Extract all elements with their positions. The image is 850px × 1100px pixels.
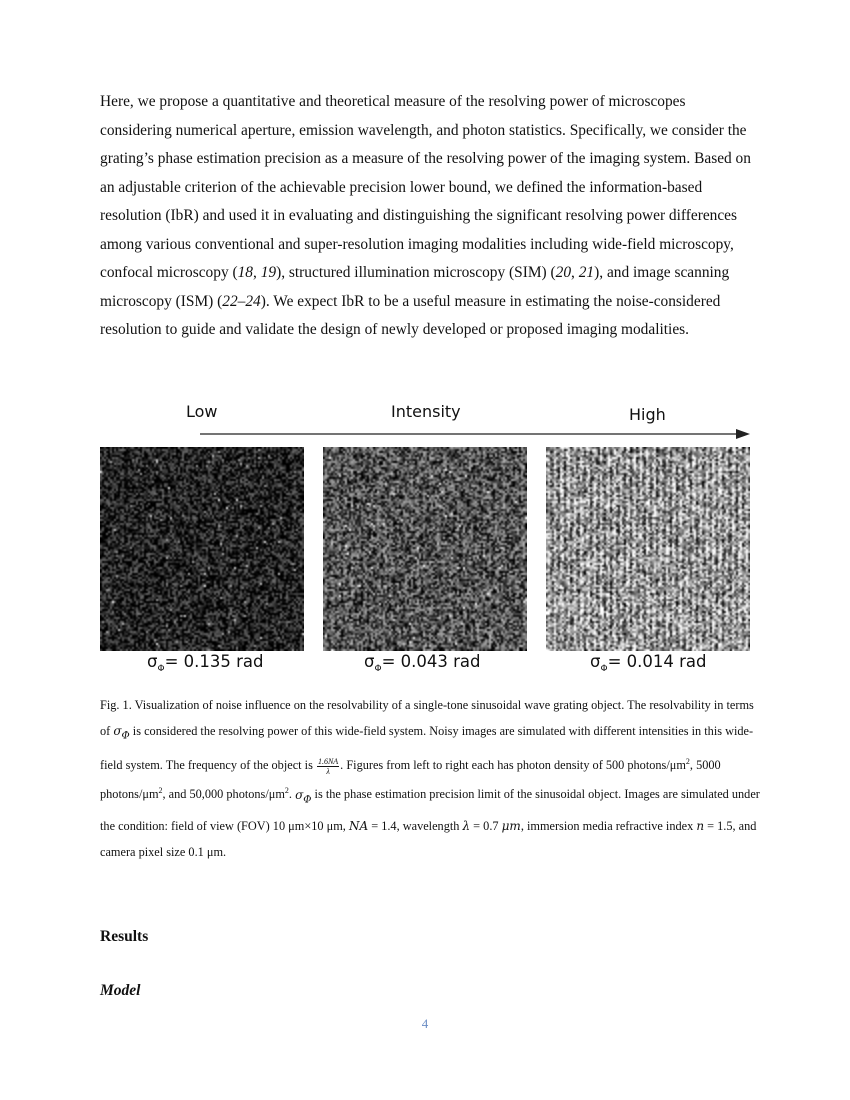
label-low: Low — [186, 402, 218, 421]
noise-image-high — [546, 447, 750, 651]
sigma-label-low: $\sigma_\Phi= 0.135$ rad — [147, 652, 264, 674]
label-high: High — [629, 405, 666, 424]
figure-caption: Fig. 1. Visualization of noise influence on the resolvability of a single-tone sinusoidal wave grating object. The resolvability in terms of $\sigma_\Phi$ is considered the resolving power of this wide-field system. Noisy images are simulated with different intensities in this wide-field system. The frequency of the object is $\frac{1.6NA}{\lambda}$ . Figures from left to right each has photon density of 500 photons/$\mu m^2$, 5000 photons/$\mu m^2$, and 50,000 photons/$\mu m^2$. $\sigma_\Phi$ is the phase estimation precision limit of the sinusoidal object. Images are simulated under the condition: field of view (FOV) 10 μm×10 μm, NA = 1.4, wavelength λ = 0.7 μm, immersion media refractive index n = 1.5, and camera pixel size 0.1 μm. — [100, 698, 760, 859]
page-number: 4 — [421, 1016, 429, 1031]
citation: 22–24 — [222, 292, 261, 310]
intro-text: Here, we propose a quantitative and theoretical measure of the resolving power of microscopes considering numerical aperture, emission wavelength, and photon statistics. Specifically, we consider the grating’s phase estimation precision as a measure of the resolving power of the imaging system. Based on an adjustable criterion of the achievable precision lower bound, we defined the information-based resolution (IbR) and used it in evaluating and distinguishing the significant resolving power differences among various conventional and super-resolution imaging modalities including wide-field microscopy, confocal microscopy (18, 19), structured illumination microscopy (SIM) (20, 21), and image scanning microscopy (ISM) (22–24). We expect IbR to be a useful measure in estimating the noise-considered resolution to guide and validate the design of newly developed or proposed imaging modalities. — [100, 93, 751, 338]
citation: 18 — [237, 264, 253, 281]
label-intensity: Intensity — [391, 402, 461, 421]
citation: 21 — [578, 264, 595, 281]
frequency-fraction: $\frac{1.6NA}{\lambda}$ — [317, 757, 339, 777]
figure-1 — [100, 398, 750, 688]
body-paragraph — [100, 88, 760, 345]
intensity-arrow — [200, 426, 750, 442]
subsection-heading-model: Model — [100, 982, 141, 999]
citation: 19 — [260, 264, 277, 281]
citation: 20 — [555, 264, 572, 281]
noise-image-medium — [323, 447, 527, 651]
sigma-label-high: $\sigma_\Phi= 0.014$ rad — [590, 652, 707, 674]
sigma-label-medium: $\sigma_\Phi= 0.043$ rad — [364, 652, 481, 674]
sigma-phi-symbol: $\sigma_\Phi$ — [295, 787, 312, 805]
sigma-phi-symbol: $\sigma_\Phi$ — [113, 724, 130, 742]
section-heading-results: Results — [100, 928, 149, 945]
noise-image-low — [100, 447, 304, 651]
